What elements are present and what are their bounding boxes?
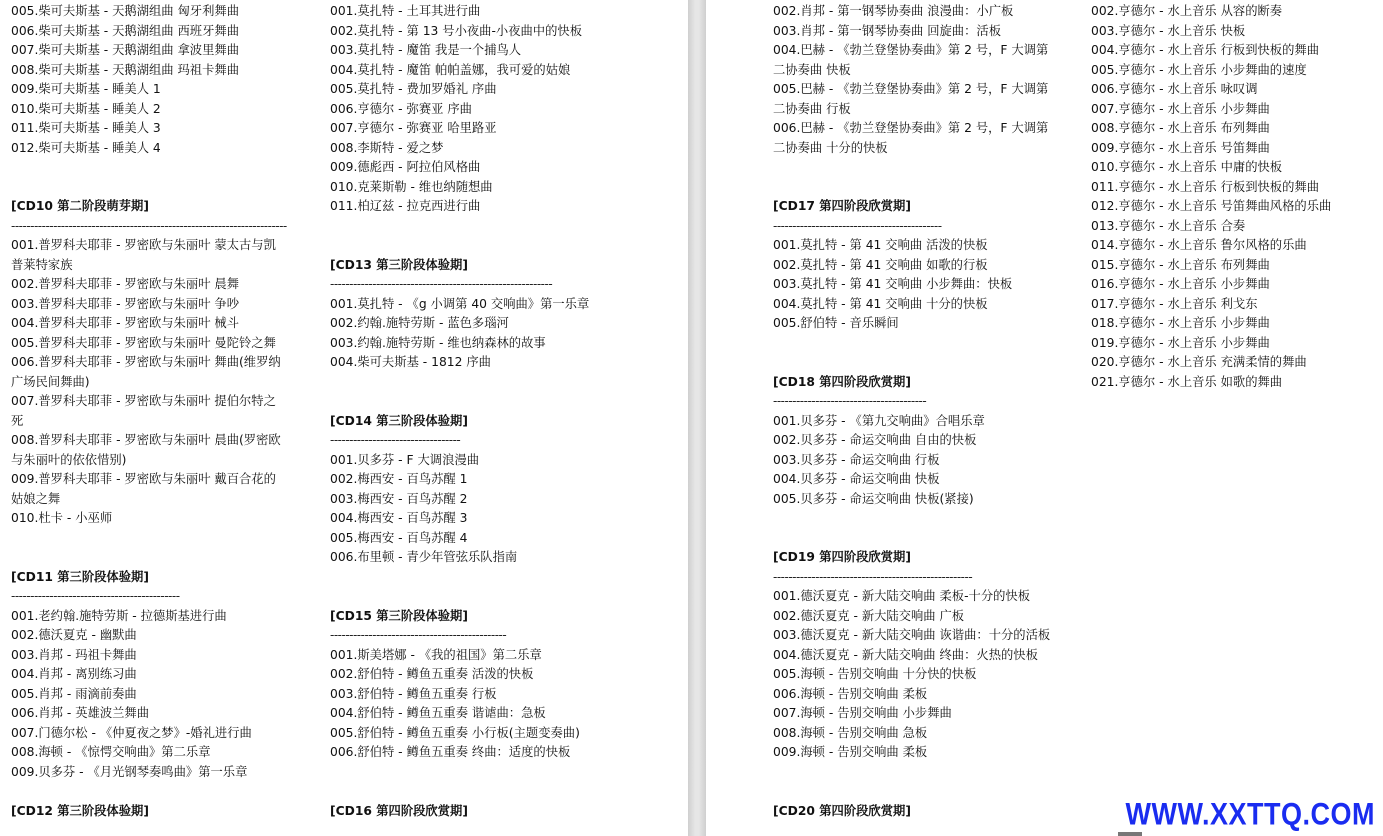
spacer bbox=[330, 568, 670, 607]
track-line: 017.亨德尔 - 水上音乐 利戈东 bbox=[1091, 296, 1258, 311]
track-line: 005.亨德尔 - 水上音乐 小步舞曲的速度 bbox=[1091, 62, 1307, 77]
track-line: 006.亨德尔 - 水上音乐 咏叹调 bbox=[1091, 82, 1258, 96]
track-line: 003.普罗科夫耶菲 - 罗密欧与朱丽叶 争吵 bbox=[11, 296, 239, 311]
track-line: 001.德沃夏克 - 新大陆交响曲 柔板-十分的快板 bbox=[773, 589, 1031, 603]
spacer bbox=[773, 509, 1073, 548]
track-line: 010.克莱斯勒 - 维也纳随想曲 bbox=[330, 179, 493, 194]
track-line: 003.德沃夏克 - 新大陆交响曲 诙谐曲：十分的活板 bbox=[773, 628, 1051, 642]
track-line: 009.柴可夫斯基 - 睡美人 1 bbox=[11, 82, 161, 96]
track-line: 008.普罗科夫耶菲 - 罗密欧与朱丽叶 晨曲(罗密欧 bbox=[11, 433, 281, 447]
track-line: 016.亨德尔 - 水上音乐 小步舞曲 bbox=[1091, 277, 1270, 291]
track-line: 003.亨德尔 - 水上音乐 快板 bbox=[1091, 23, 1246, 38]
track-line: 004.梅西安 - 百鸟苏醒 3 bbox=[330, 511, 468, 525]
track-line: 001.贝多芬 - 《第九交响曲》合唱乐章 bbox=[773, 413, 985, 428]
track-line: 005.巴赫 - 《勃兰登堡协奏曲》第 2 号，F 大调第 bbox=[773, 82, 1049, 96]
text-column bbox=[773, 2, 1073, 821]
track-line: 002.贝多芬 - 命运交响曲 自由的快板 bbox=[773, 433, 977, 447]
track-line: 005.莫扎特 - 费加罗婚礼 序曲 bbox=[330, 82, 497, 96]
dashed-separator: -------------------------------------------- bbox=[11, 589, 180, 603]
track-line: 007.普罗科夫耶菲 - 罗密欧与朱丽叶 提伯尔特之 bbox=[11, 394, 276, 408]
track-line: 004.贝多芬 - 命运交响曲 快板 bbox=[773, 472, 940, 486]
text-column bbox=[1091, 2, 1376, 392]
track-line: 011.柏辽兹 - 拉克西进行曲 bbox=[330, 199, 481, 213]
track-line: 005.舒伯特 - 音乐瞬间 bbox=[773, 316, 899, 330]
track-line: 001.老约翰.施特劳斯 - 拉德斯基进行曲 bbox=[11, 608, 227, 623]
track-line: 008.亨德尔 - 水上音乐 布列舞曲 bbox=[1091, 121, 1270, 135]
track-line: 015.亨德尔 - 水上音乐 布列舞曲 bbox=[1091, 257, 1270, 272]
spacer bbox=[773, 763, 1073, 802]
spacer bbox=[330, 217, 670, 256]
track-line: 001.莫扎特 - 第 41 交响曲 活泼的快板 bbox=[773, 238, 988, 252]
track-line: 003.舒伯特 - 鳟鱼五重奏 行板 bbox=[330, 686, 497, 701]
track-line: 004.莫扎特 - 第 41 交响曲 十分的快板 bbox=[773, 296, 988, 311]
track-line: 003.肖邦 - 玛祖卡舞曲 bbox=[11, 647, 137, 662]
track-line: 007.柴可夫斯基 - 天鹅湖组曲 拿波里舞曲 bbox=[11, 43, 239, 57]
cd-section-heading: [CD20 第四阶段欣赏期] bbox=[773, 803, 911, 818]
cd-section-heading: [CD12 第三阶段体验期] bbox=[11, 803, 149, 818]
track-line: 002.亨德尔 - 水上音乐 从容的断奏 bbox=[1091, 4, 1283, 18]
track-line: 010.亨德尔 - 水上音乐 中庸的快板 bbox=[1091, 160, 1283, 174]
track-line: 009.亨德尔 - 水上音乐 号笛舞曲 bbox=[1091, 140, 1270, 155]
dashed-separator: ---------------------------------------------------------- bbox=[330, 277, 553, 291]
track-line: 001.贝多芬 - F 大调浪漫曲 bbox=[330, 452, 479, 467]
track-line: 姑娘之舞 bbox=[11, 491, 61, 506]
cd-section-heading: [CD19 第四阶段欣赏期] bbox=[773, 550, 911, 564]
track-line: 006.肖邦 - 英雄波兰舞曲 bbox=[11, 706, 150, 720]
track-line: 二协奏曲 行板 bbox=[773, 101, 851, 116]
track-line: 008.海顿 - 告别交响曲 急板 bbox=[773, 725, 928, 740]
track-line: 002.莫扎特 - 第 13 号小夜曲-小夜曲中的快板 bbox=[330, 23, 582, 38]
track-line: 006.柴可夫斯基 - 天鹅湖组曲 西班牙舞曲 bbox=[11, 23, 239, 38]
track-line: 020.亨德尔 - 水上音乐 充满柔情的舞曲 bbox=[1091, 355, 1307, 369]
cd-section-heading: [CD10 第二阶段萌芽期] bbox=[11, 199, 149, 213]
track-line: 001.普罗科夫耶菲 - 罗密欧与朱丽叶 蒙太古与凯 bbox=[11, 238, 276, 252]
track-line: 009.普罗科夫耶菲 - 罗密欧与朱丽叶 戴百合花的 bbox=[11, 472, 276, 486]
track-line: 019.亨德尔 - 水上音乐 小步舞曲 bbox=[1091, 335, 1270, 350]
track-line: 003.莫扎特 - 魔笛 我是一个捕鸟人 bbox=[330, 43, 522, 57]
track-line: 二协奏曲 快板 bbox=[773, 62, 851, 77]
track-line: 004.肖邦 - 离别练习曲 bbox=[11, 667, 137, 681]
cd-section-heading: [CD11 第三阶段体验期] bbox=[11, 569, 149, 584]
page-gutter bbox=[688, 0, 706, 836]
track-line: 008.海顿 - 《惊愕交响曲》第二乐章 bbox=[11, 745, 211, 759]
track-line: 003.贝多芬 - 命运交响曲 行板 bbox=[773, 452, 940, 467]
track-line: 018.亨德尔 - 水上音乐 小步舞曲 bbox=[1091, 316, 1270, 330]
track-line: 013.亨德尔 - 水上音乐 合奏 bbox=[1091, 218, 1246, 233]
track-line: 009.德彪西 - 阿拉伯风格曲 bbox=[330, 160, 481, 174]
track-line: 011.柴可夫斯基 - 睡美人 3 bbox=[11, 121, 161, 135]
track-line: 008.李斯特 - 爱之梦 bbox=[330, 140, 444, 155]
track-line: 006.布里顿 - 青少年管弦乐队指南 bbox=[330, 550, 518, 564]
track-line: 005.柴可夫斯基 - 天鹅湖组曲 匈牙利舞曲 bbox=[11, 4, 239, 18]
track-line: 008.柴可夫斯基 - 天鹅湖组曲 玛祖卡舞曲 bbox=[11, 62, 239, 77]
track-line: 014.亨德尔 - 水上音乐 鲁尔风格的乐曲 bbox=[1091, 238, 1307, 252]
track-line: 002.梅西安 - 百鸟苏醒 1 bbox=[330, 472, 468, 486]
spacer bbox=[11, 529, 311, 568]
track-line: 021.亨德尔 - 水上音乐 如歌的舞曲 bbox=[1091, 374, 1283, 389]
cd-section-heading: [CD16 第四阶段欣赏期] bbox=[330, 803, 468, 818]
track-line: 005.舒伯特 - 鳟鱼五重奏 小行板(主题变奏曲) bbox=[330, 725, 580, 740]
track-line: 001.莫扎特 - 土耳其进行曲 bbox=[330, 4, 481, 18]
track-line: 006.海顿 - 告别交响曲 柔板 bbox=[773, 686, 928, 701]
track-line: 010.柴可夫斯基 - 睡美人 2 bbox=[11, 101, 161, 116]
dashed-separator: ---------------------------------------------------- bbox=[773, 569, 973, 584]
document-page-right bbox=[706, 0, 1383, 836]
track-line: 006.普罗科夫耶菲 - 罗密欧与朱丽叶 舞曲(维罗纳 bbox=[11, 355, 281, 369]
track-line: 002.肖邦 - 第一钢琴协奏曲 浪漫曲：小广板 bbox=[773, 4, 1014, 18]
track-line: 004.舒伯特 - 鳟鱼五重奏 谐谑曲：急板 bbox=[330, 706, 546, 720]
dashed-separator: ------------------------------------------------------------------------ bbox=[11, 218, 287, 233]
track-line: 004.莫扎特 - 魔笛 帕帕盖娜，我可爱的姑娘 bbox=[330, 62, 571, 77]
track-line: 010.杜卡 - 小巫师 bbox=[11, 511, 113, 525]
cd-section-heading: [CD15 第三阶段体验期] bbox=[330, 608, 468, 623]
site-watermark: WWW.XXTTQ.COM bbox=[1125, 796, 1375, 832]
track-line: 004.巴赫 - 《勃兰登堡协奏曲》第 2 号，F 大调第 bbox=[773, 43, 1049, 57]
track-line: 002.德沃夏克 - 幽默曲 bbox=[11, 628, 137, 642]
track-line: 007.门德尔松 - 《仲夏夜之梦》-婚礼进行曲 bbox=[11, 725, 252, 740]
track-line: 005.贝多芬 - 命运交响曲 快板(紧接) bbox=[773, 491, 974, 506]
track-line: 005.梅西安 - 百鸟苏醒 4 bbox=[330, 530, 468, 545]
track-line: 004.亨德尔 - 水上音乐 行板到快板的舞曲 bbox=[1091, 43, 1319, 57]
track-line: 003.莫扎特 - 第 41 交响曲 小步舞曲：快板 bbox=[773, 277, 1013, 291]
track-line: 002.约翰.施特劳斯 - 蓝色多瑙河 bbox=[330, 316, 509, 330]
track-line: 003.肖邦 - 第一钢琴协奏曲 回旋曲：活板 bbox=[773, 23, 1001, 38]
track-line: 007.海顿 - 告别交响曲 小步舞曲 bbox=[773, 706, 952, 720]
track-line: 普莱特家族 bbox=[11, 257, 73, 272]
track-line: 003.梅西安 - 百鸟苏醒 2 bbox=[330, 491, 468, 506]
cd-section-heading: [CD17 第四阶段欣赏期] bbox=[773, 199, 911, 213]
dashed-separator: -------------------------------------------- bbox=[773, 218, 942, 233]
track-line: 005.普罗科夫耶菲 - 罗密欧与朱丽叶 曼陀铃之舞 bbox=[11, 335, 276, 350]
track-line: 007.亨德尔 - 水上音乐 小步舞曲 bbox=[1091, 101, 1270, 116]
cd-section-heading: [CD13 第三阶段体验期] bbox=[330, 257, 468, 272]
track-line: 009.贝多芬 - 《月光钢琴奏鸣曲》第一乐章 bbox=[11, 764, 248, 779]
track-line: 006.亨德尔 - 弥赛亚 序曲 bbox=[330, 101, 472, 116]
spacer bbox=[773, 334, 1073, 373]
spacer bbox=[11, 782, 311, 802]
track-line: 004.柴可夫斯基 - 1812 序曲 bbox=[330, 355, 491, 369]
spacer bbox=[773, 158, 1073, 197]
track-line: 003.约翰.施特劳斯 - 维也纳森林的故事 bbox=[330, 335, 546, 350]
text-column bbox=[330, 2, 670, 821]
document-page-left bbox=[0, 0, 688, 836]
track-line: 001.斯美塔娜 - 《我的祖国》第二乐章 bbox=[330, 647, 542, 662]
track-line: 006.舒伯特 - 鳟鱼五重奏 终曲：适度的快板 bbox=[330, 745, 571, 759]
spacer bbox=[330, 373, 670, 412]
track-line: 与朱丽叶的依依惜别) bbox=[11, 452, 127, 467]
scroll-indicator bbox=[1118, 832, 1142, 836]
spacer bbox=[330, 763, 670, 802]
spacer bbox=[11, 158, 311, 197]
dashed-separator: ---------------------------------------- bbox=[773, 394, 927, 408]
track-line: 007.亨德尔 - 弥赛亚 哈里路亚 bbox=[330, 121, 497, 135]
track-line: 005.肖邦 - 雨滴前奏曲 bbox=[11, 686, 137, 701]
track-line: 002.莫扎特 - 第 41 交响曲 如歌的行板 bbox=[773, 257, 988, 272]
track-line: 二协奏曲 十分的快板 bbox=[773, 140, 888, 155]
track-line: 006.巴赫 - 《勃兰登堡协奏曲》第 2 号，F 大调第 bbox=[773, 121, 1049, 135]
track-line: 002.普罗科夫耶菲 - 罗密欧与朱丽叶 晨舞 bbox=[11, 277, 239, 291]
track-line: 002.德沃夏克 - 新大陆交响曲 广板 bbox=[773, 608, 965, 623]
cd-section-heading: [CD14 第三阶段体验期] bbox=[330, 413, 468, 428]
track-line: 012.亨德尔 - 水上音乐 号笛舞曲风格的乐曲 bbox=[1091, 199, 1332, 213]
track-line: 011.亨德尔 - 水上音乐 行板到快板的舞曲 bbox=[1091, 179, 1319, 194]
track-line: 005.海顿 - 告别交响曲 十分快的快板 bbox=[773, 667, 977, 681]
track-line: 004.德沃夏克 - 新大陆交响曲 终曲：火热的快板 bbox=[773, 647, 1038, 662]
text-column bbox=[11, 2, 311, 821]
track-line: 001.莫扎特 - 《g 小调第 40 交响曲》第一乐章 bbox=[330, 296, 590, 311]
track-line: 广场民间舞曲) bbox=[11, 374, 90, 389]
track-line: 002.舒伯特 - 鳟鱼五重奏 活泼的快板 bbox=[330, 667, 534, 681]
dashed-separator: ---------------------------------------------- bbox=[330, 628, 507, 642]
cd-section-heading: [CD18 第四阶段欣赏期] bbox=[773, 374, 911, 389]
dashed-separator: ---------------------------------- bbox=[330, 433, 461, 447]
track-line: 009.海顿 - 告别交响曲 柔板 bbox=[773, 745, 928, 759]
track-line: 012.柴可夫斯基 - 睡美人 4 bbox=[11, 140, 161, 155]
track-line: 死 bbox=[11, 413, 24, 428]
track-line: 004.普罗科夫耶菲 - 罗密欧与朱丽叶 械斗 bbox=[11, 316, 239, 330]
